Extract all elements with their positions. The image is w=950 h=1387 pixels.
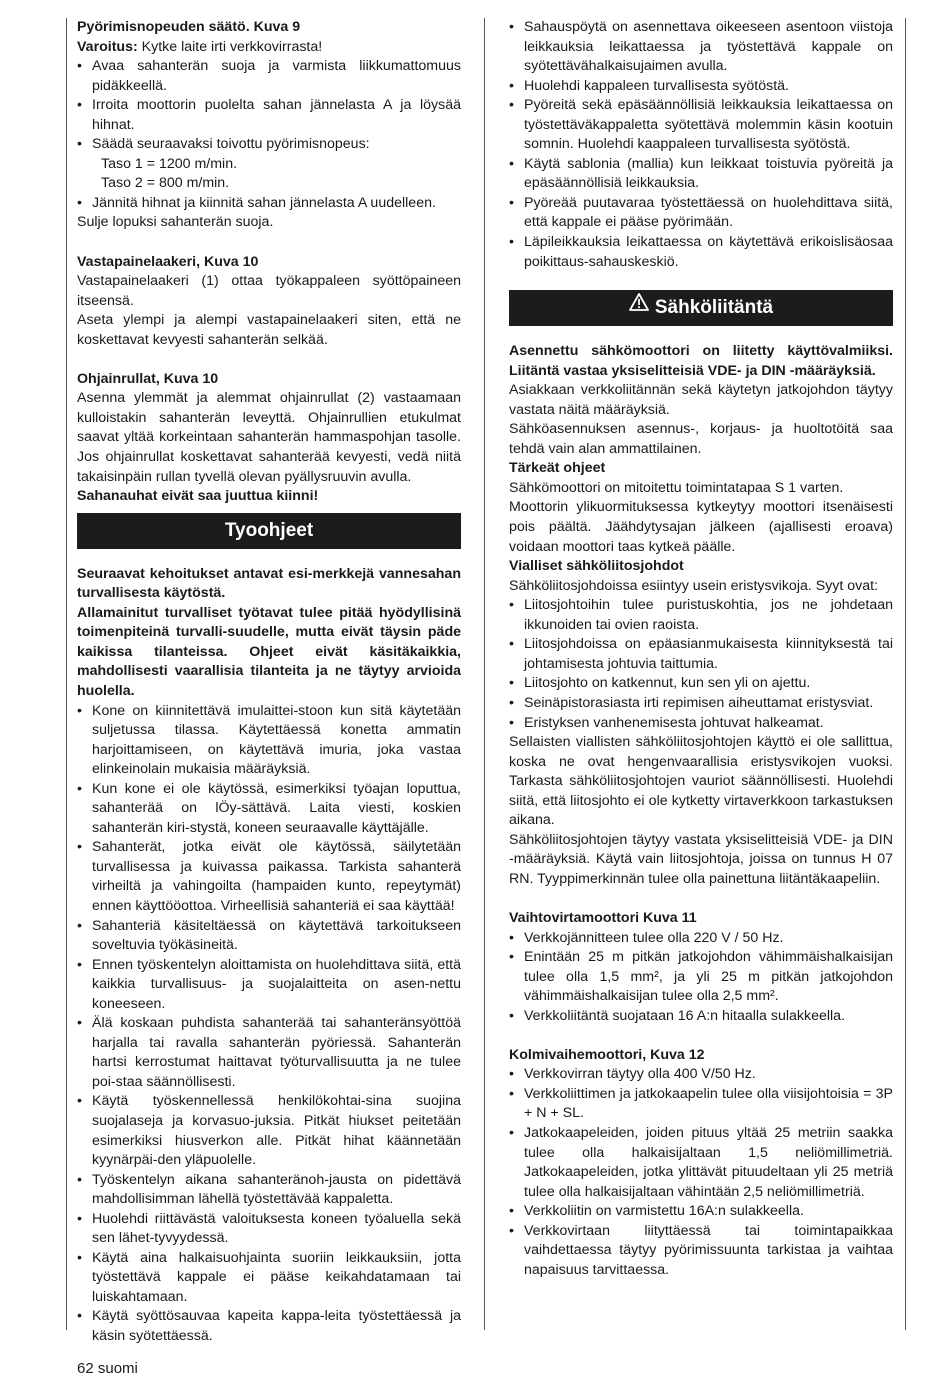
warning-triangle-icon — [629, 288, 649, 324]
list-item: • Huolehdi kappaleen turvallisesta syötöstä. — [509, 77, 893, 97]
list-item: • Säädä seuraavaksi toivottu pyörimisnopeus: — [77, 135, 461, 155]
speed-level-1: Taso 1 = 1200 m/min. — [101, 155, 238, 172]
list-item: • Kone on kiinnitettävä imulaittei-stoon kun sitä käytetään suljetussa tilassa. Käytettäessä konetta ammatin harjoittamiseen, on käytettävä imuria, joka vastaa elinkeinolain mukaisia määräyksiä. — [77, 702, 461, 780]
speed-steps-list-end — [77, 194, 461, 214]
column-divider-right — [905, 18, 906, 1330]
safety-instructions-list — [77, 702, 461, 1347]
electrical-paragraph-1: Asiakkaan verkkoliitännän sekä käytetyn jatkojohdon täytyy vastata näitä määräyksiä. — [509, 382, 893, 418]
warning-text: Kytke laite irti verkkovirrasta! — [137, 38, 323, 55]
list-item: • Pyöreitä sekä epäsäännöllisiä leikkauksia leikattaessa on työstettäväkappaletta syötettävä molemmin käsin kootuin somnin. Huolehdi kaappaleen turvallisesta syötöstä. — [509, 96, 893, 155]
intro-bold-2: Allamainitut turvalliset työtavat tulee pitää hyödyllisinä toimenpiteinä turvalli-suudelle, mutta eivät täysin päde kaikissa tilanteissa. Ohjeet eivät käsitäkaikkia, mahdollisesti vaarallisia tilanteita ja ne täytyy arvioida huolella. — [77, 604, 461, 699]
page-footer: 62 suomi — [77, 1360, 138, 1377]
section-title-faulty-cables: Vialliset sähköliitosjohdot — [509, 558, 684, 575]
electrical-paragraph-2: Sähköasennuksen asennus-, korjaus- ja huoltotöitä saa tehdä vain alan ammattilainen. — [509, 421, 893, 457]
list-item: • Käytä sablonia (mallia) kun leikkaat toistuvia pyöreitä ja epäsäännöllisiä leikkauksia. — [509, 155, 893, 194]
list-item: • Jännitä hihnat ja kiinnitä sahan jännelasta A uudelleen. — [77, 194, 461, 214]
three-phase-list — [509, 1065, 893, 1280]
list-item: • Kun kone ei ole käytössä, esimerkiksi työajan loputtua, sahanterää on lÖy-sättävä. Laita viesti, koskien sahanterän kiri-stystä, koneen seuraavalle käyttäjälle. — [77, 780, 461, 839]
list-item: • Irroita moottorin puolelta sahan jännelasta A ja löysää hihnat. — [77, 96, 461, 135]
speed-level-2: Taso 2 = 800 m/min. — [101, 175, 230, 192]
ac-motor-list — [509, 929, 893, 1027]
electrical-bold-intro: Asennettu sähkömoottori on liitetty käyttövalmiiksi. Liitäntä vastaa yksiselitteisiä VDE- ja DIN -määräyksiä. — [509, 343, 893, 379]
list-item: • Sahauspöytä on asennettava oikeeseen asentoon viistoja leikkauksia leikattaessa ja työstettävä kappale on syötettävähalkaisujaimen avulla. — [509, 18, 893, 77]
list-item: • Käytä aina halkaisuohjainta suoriin leikkauksiin, jotta työstettävä kappale ei pääse keikahdatamaan tai luiskahtamaan. — [77, 1249, 461, 1308]
bearing-paragraph-1: Vastapainelaakeri (1) ottaa työkappaleen syöttöpaineen itseensä. — [77, 273, 461, 309]
list-item: • Liitosjohto on katkennut, kun sen yli on ajettu. — [509, 674, 893, 694]
intro-bold-1: Seuraavat kehoitukset antavat esi-merkkejä vannesahan turvallisesta käytöstä. — [77, 565, 461, 602]
column-divider-center — [484, 18, 485, 1330]
list-item: • Käytä syöttösauvaa kapeita kappa-leita työstettäessä ja käsin syötettäessä. — [77, 1307, 461, 1346]
section-title-ac-motor: Vaihtovirtamoottori Kuva 11 — [509, 909, 697, 926]
important-paragraph-1: Sähkömoottori on mitoitettu toimintatapaa S 1 varten. — [509, 479, 844, 496]
list-item: • Työskentelyn aikana sahanteränoh-jausta on pidettävä mahdollisimman lähellä työstettävää kappaletta. — [77, 1171, 461, 1210]
faulty-paragraph-3: Sähköliitosjohtojen täytyy vastata yksiselitteisiä VDE- ja DIN -määräyksiä. Käytä vain liitosjohtoja, joissa on tunnus H 07 RN. Tyyppimerkinnän tulee olla painettuna liitäntäkaapeliin. — [509, 831, 893, 887]
list-item: • Verkkojännitteen tulee olla 220 V / 50 Hz. — [509, 929, 893, 949]
faulty-paragraph-2: Sellaisten viallisten sähköliitosjohtojen käyttö ei ole sallittua, koska ne ovat hengenvaarallisia eristysvikojen vuoksi. Tarkasta sähköliitosjohtojen vauriot säännöllisesti. Huolehdi siitä, että liitosjohto ei ole kytketty virtaverkkoon tarkastuksen aikana. — [509, 734, 893, 829]
list-item: • Seinäpistorasiasta irti repimisen aiheuttamat eristysviat. — [509, 694, 893, 714]
guide-rollers-paragraph: Asenna ylemmät ja alemmat ohjainrullat (2) vastaamaan kulloistakin sahanterän leveyttä. Ohjainrullien etukulmat saavat yltää korkeintaan sahanterän hammaspohjan tasolle. Jos ohjainrullat koskettavat sahanterää kevyesti, vedä niitä takaisinpäin rullan tyvellä olevan pyällysruuvin avulla. — [77, 390, 461, 485]
list-item: • Sahanterät, jotka eivät ole käytössä, säilytetään turvallisessa ja kuivassa paikassa. Tarkista sahanterä virheiltä ja vahingoilta (hampaiden kunto, repeytymät) ennen käyttööottoa. Virheellisiä sahanteriä ei saa käyttää! — [77, 838, 461, 916]
section-bar-title: Sähköliitäntä — [654, 297, 774, 319]
right-column — [509, 18, 893, 1280]
section-title-important: Tärkeät ohjeet — [509, 460, 606, 477]
list-item: • Verkkoliitäntä suojataan 16 A:n hitaalla sulakkeella. — [509, 1007, 893, 1027]
list-item: • Verkkoliitin on varmistettu 16A:n sulakkeella. — [509, 1202, 893, 1222]
list-item: • Älä koskaan puhdista sahanterää tai sahanteränsyöttöä harjalla tai ravalla sahanterän pyöriessä. Sahanterän hartsi kerrostumat haittavat työturvallisuutta ja ne tulee poi-staa säännöllisesti. — [77, 1014, 461, 1092]
section-bar-work-instructions — [77, 513, 461, 549]
list-item: • Pyöreää puutavaraa työstettäessä on huolehdittava siitä, että kappale ei pääse pyörimään. — [509, 194, 893, 233]
section-title-speed: Pyörimisnopeuden säätö. Kuva 9 — [77, 19, 301, 35]
list-item: • Jatkokaapeleiden, joiden pituus yltää 25 metriin saakka tulee olla halkaisijaltaan 1,5 neliömillimetriä. Jatkokaapeleiden, jotka ylittävät pituudeltaan yli 25 metriä tulee olla halkaisijaltaan vähintään 2,5 neliömillimetriä. — [509, 1124, 893, 1202]
list-item: • Liitosjohtoihin tulee puristuskohtia, jos ne johdetaan ikkunoiden tai ovien raoista. — [509, 596, 893, 635]
section-bar-title: Tyoohjeet — [224, 519, 314, 541]
speed-steps-list — [77, 57, 461, 155]
section-title-guide-rollers: Ohjainrullat, Kuva 10 — [77, 370, 219, 387]
important-paragraph-2: Moottorin ylikuormituksessa kytkeytyy moottori itsenäisesti pois päältä. Jäähdytysajan jälkeen (ajallisesti eroava) voidaan moottori taas kytkeä päälle. — [509, 499, 893, 555]
faulty-causes-list — [509, 596, 893, 733]
faulty-paragraph-1: Sähköliitosjohdoissa esiintyy usein eristysvikoja. Syyt ovat: — [509, 577, 879, 594]
list-item: • Verkkovirran täytyy olla 400 V/50 Hz. — [509, 1065, 893, 1085]
section-title-three-phase: Kolmivaihemoottori, Kuva 12 — [509, 1046, 705, 1063]
warning-label: Varoitus: — [77, 38, 138, 55]
left-column — [77, 18, 461, 1347]
list-item: • Eristyksen vanhenemisesta johtuvat halkeamat. — [509, 714, 893, 734]
safety-instructions-list-continued — [509, 18, 893, 272]
bearing-paragraph-2: Aseta ylempi ja alempi vastapainelaakeri siten, että ne koskettavat kevyesti sahanterän selkää. — [77, 312, 461, 348]
list-item: • Ennen työskentelyn aloittamista on huolehdittava siitä, että kaikkia turvallisuus- ja suojalaitteita on asen-nettu koneeseen. — [77, 956, 461, 1015]
list-item: • Avaa sahanterän suoja ja varmista liikkumattomuus pidäkkeellä. — [77, 57, 461, 96]
section-title-bearing: Vastapainelaakeri, Kuva 10 — [77, 253, 259, 270]
speed-close-text: Sulje lopuksi sahanterän suoja. — [77, 214, 274, 231]
list-item: • Verkkoliittimen ja jatkokaapelin tulee olla viisijohtoisia = 3P + N + SL. — [509, 1085, 893, 1124]
list-item: • Huolehdi riittävästä valoituksesta koneen työaluella sekä sen lähet-tyvyydessä. — [77, 1210, 461, 1249]
list-item: • Käytä työskennellessä henkilökohtai-sina suojina suojalaseja ja korvasuo-juksia. Pitkät hiukset peitetään esimerkiksi hiusverkon alle. Pitkät hihat käännetään kyynärpäi-den yläpuolelle. — [77, 1092, 461, 1170]
list-item: • Sahanteriä käsiteltäessä on käytettävä tarkoitukseen soveltuvia työkäsineitä. — [77, 917, 461, 956]
list-item: • Verkkovirtaan liityttäessä tai toimintapaikkaa vaihdettaessa täytyy pyörimissuunta tarkistaa ja vaihtaa napaisuus tarvittaessa. — [509, 1222, 893, 1281]
warning-paragraph — [77, 38, 461, 58]
list-item: • Enintään 25 m pitkän jatkojohdon vähimmäishalkaisijan tulee olla 1,5 mm², ja yli 25 m pitkän jatkojohdon vähimmäishalkaisijan tulee olla 2,5 mm². — [509, 948, 893, 1007]
section-bar-electrical — [509, 290, 893, 326]
guide-rollers-warning: Sahanauhat eivät saa juuttua kiinni! — [77, 488, 319, 505]
list-item: • Liitosjohdoissa on epäasianmukaisesta kiinnityksestä tai johtamisesta johtuvia taittumia. — [509, 635, 893, 674]
column-divider-left — [66, 18, 67, 1330]
list-item: • Läpileikkauksia leikattaessa on käytettävä erikoislisäosaa poikittaus-sahauskeskiö. — [509, 233, 893, 272]
